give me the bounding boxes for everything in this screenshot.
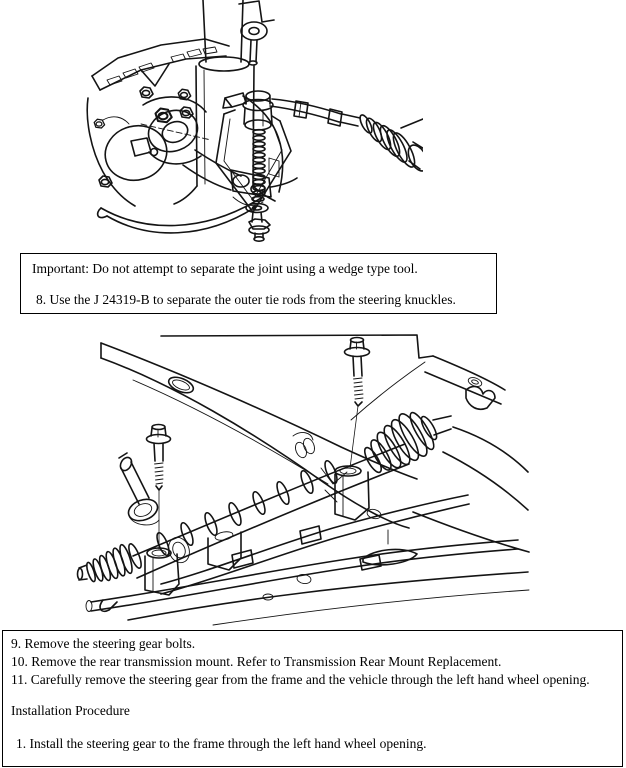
frame-rail [100,372,529,625]
procedure-steps-box [2,630,623,767]
figure-tie-rod-separation [83,0,423,248]
right-bellows-boot [362,410,451,475]
step-10-text: 10. Remove the rear transmission mount. Refer to Transmission Rear Mount Replacement. [11,654,502,669]
install-step-1-text: 1. Install the steering gear to the frame through the left hand wheel opening. [16,736,427,751]
power-steering-hoses [86,495,518,612]
figure-steering-gear-bolts [73,332,533,627]
step-9-text: 9. Remove the steering gear bolts. [11,636,196,651]
important-note-text: Important: Do not attempt to separate the joint using a wedge type tool. [32,261,418,276]
splash-shield [92,39,229,90]
left-bellows-boot [78,542,144,582]
important-note-box [20,253,497,314]
tie-rod-and-axle [270,99,423,174]
step-11-text: 11. Carefully remove the steering gear from the frame and the vehicle through the left hand wheel opening. [11,672,590,687]
strut-top-bolt [239,1,274,65]
step-8-text: 8. Use the J 24319-B to separate the outer tie rods from the steering knuckles. [36,292,456,307]
knuckle-bolts [94,87,193,187]
installation-procedure-heading: Installation Procedure [11,703,130,718]
left-mounting-bolt [147,425,171,550]
